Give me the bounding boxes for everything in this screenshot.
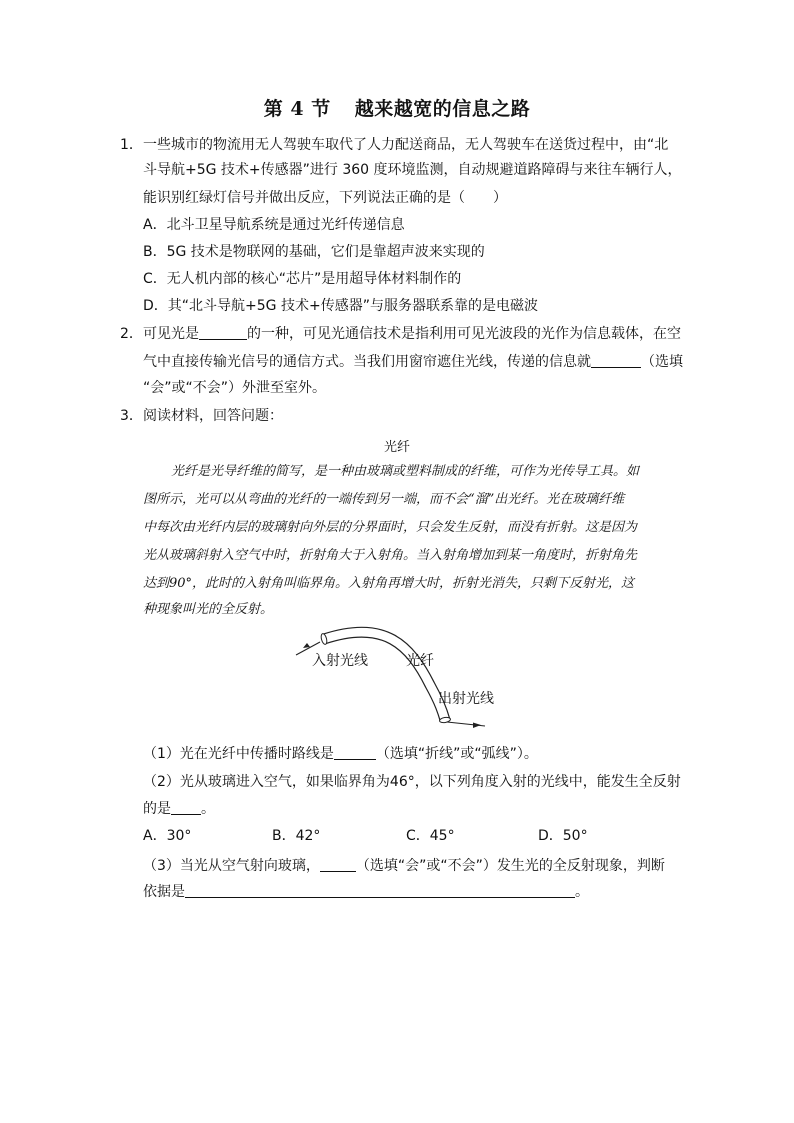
arrow-head-icon xyxy=(473,723,481,729)
q1-stem-line3: 能识别红绿灯信号并做出反应，下列说法正确的是（ ） xyxy=(143,190,507,206)
q3-sub2-option-c: C．45° xyxy=(406,828,455,844)
arrow-head-icon xyxy=(303,643,310,648)
q2-blank-1 xyxy=(199,325,247,340)
q3-intro: 阅读材料，回答问题： xyxy=(143,408,283,424)
q1-stem-line2: 斗导航+5G 技术+传感器”进行 360 度环境监测，自动规避道路障碍与来往车辆行人， xyxy=(143,162,682,178)
article-para-line3: 中每次由光纤内层的玻璃射向外层的分界面时，只会发生反射，而没有折射。这是因为 xyxy=(143,520,638,535)
q2-line2: 气中直接传输光信号的通信方式。当我们用窗帘遮住光线，传递的信息就 （选填 xyxy=(143,354,683,370)
article-para-line2: 图所示，光可以从弯曲的光纤的一端传到另一端，而不会“溜”出光纤。光在玻璃纤维 xyxy=(143,492,625,507)
q3-sub3-line1: （3）当光从空气射向玻璃， （选填“会”或“不会”）发生光的全反射现象，判断 xyxy=(143,858,665,874)
q3-sub2-line1: （2）光从玻璃进入空气，如果临界角为46°，以下列角度入射的光线中，能发生全反射 xyxy=(143,774,681,790)
q3-sub3-line2: 依据是 。 xyxy=(143,884,589,900)
q3-sub3-blank-1 xyxy=(320,857,356,872)
article-para-line5: 达到90°，此时的入射角叫临界角。入射角再增大时，折射光消失，只剩下反射光，这 xyxy=(143,576,635,591)
article-para-line6: 种现象叫光的全反射。 xyxy=(143,602,274,617)
section-number: 第 4 节 xyxy=(263,98,331,120)
q1-stem-line1: 一些城市的物流用无人驾驶车取代了人力配送商品，无人驾驶车在送货过程中，由“北 xyxy=(143,137,669,153)
q2-line3: “会”或“不会”）外泄至室外。 xyxy=(143,380,327,396)
optical-fiber-figure xyxy=(290,625,500,735)
page-title xyxy=(0,94,794,121)
q3-sub2-line2: 的是 。 xyxy=(143,801,215,817)
q3-sub1-blank xyxy=(334,745,376,760)
section-title: 越来越宽的信息之路 xyxy=(354,98,531,120)
q1-option-d: D．其“北斗导航+5G 技术+传感器”与服务器联系靠的是电磁波 xyxy=(143,298,538,314)
q3-sub2-blank xyxy=(171,800,201,815)
fiber-label: 光纤 xyxy=(406,653,434,669)
q2-number: 2． xyxy=(120,326,143,342)
q3-sub2-option-a: A．30° xyxy=(143,828,192,844)
q3-sub1: （1）光在光纤中传播时路线是 （选填“折线”或“弧线”）。 xyxy=(143,746,538,762)
q1-option-c: C．无人机内部的核心“芯片”是用超导体材料制作的 xyxy=(143,271,462,287)
q1-option-b: B．5G 技术是物联网的基础，它们是靠超声波来实现的 xyxy=(143,244,485,260)
q1-number: 1． xyxy=(120,137,143,153)
q3-sub2-option-d: D．50° xyxy=(538,828,588,844)
q2-blank-2 xyxy=(591,353,641,368)
q3-sub2-option-b: B．42° xyxy=(272,828,321,844)
article-para-line4: 光从玻璃斜射入空气中时，折射角大于入射角。当入射角增加到某一角度时，折射角先 xyxy=(143,548,638,563)
q3-number: 3． xyxy=(120,408,143,424)
q2-line1: 可见光是 的一种，可见光通信技术是指利用可见光波段的光作为信息载体，在空 xyxy=(143,326,681,342)
q3-sub3-blank-2 xyxy=(185,883,575,898)
incident-ray-label: 入射光线 xyxy=(312,653,368,669)
q1-option-a: A．北斗卫星导航系统是通过光纤传递信息 xyxy=(143,217,405,233)
exit-ray-label: 出射光线 xyxy=(438,691,494,707)
article-title: 光纤 xyxy=(383,440,410,455)
article-para-line1: 光纤是光导纤维的简写，是一种由玻璃或塑料制成的纤维，可作为光传导工具。如 xyxy=(171,464,640,479)
